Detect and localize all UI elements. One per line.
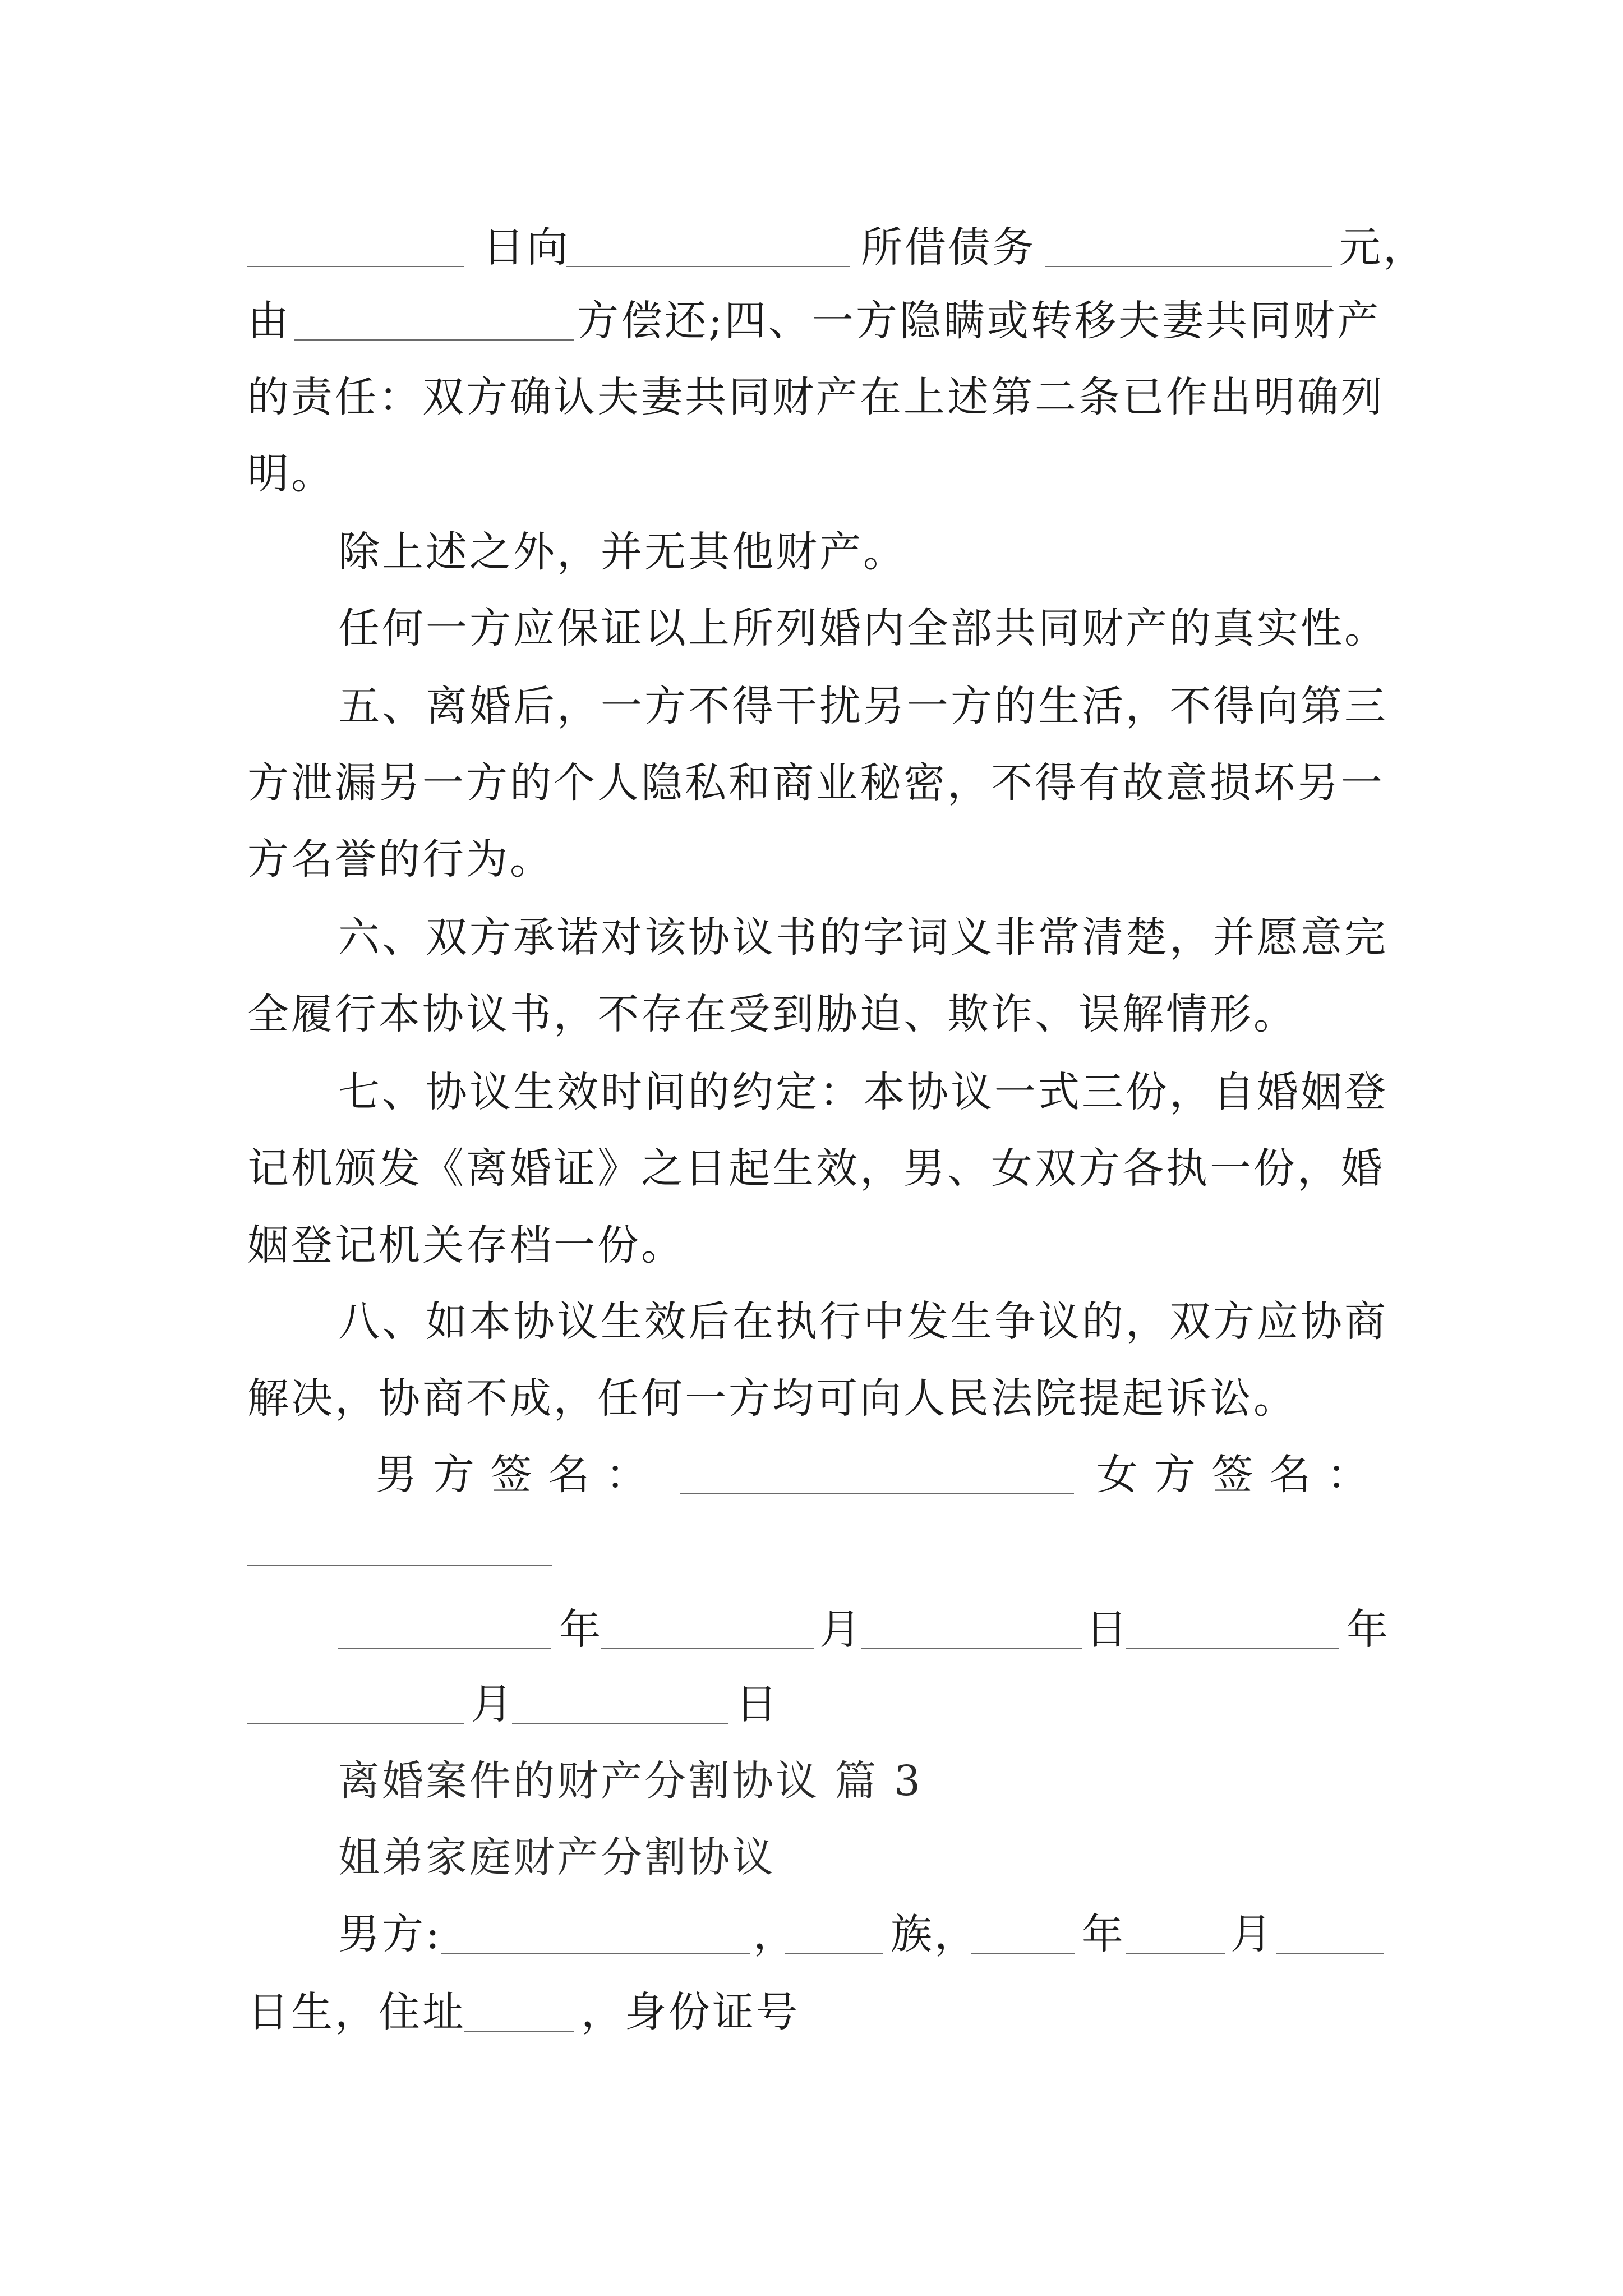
blank-line (338, 1604, 551, 1649)
paragraph-text: 的责任：双方确认夫妻共同财产在上述第二条已作出明确列 (247, 373, 1385, 421)
text-line (0, 603, 1623, 654)
blank-line (1126, 1604, 1339, 1649)
text-segment: 元， (1339, 223, 1427, 272)
text-line (0, 1143, 1623, 1194)
text-segment: 由 (247, 297, 291, 345)
text-line (0, 989, 1623, 1039)
text-line (0, 449, 1623, 499)
text-line (0, 1373, 1623, 1424)
text-segment: ， (753, 1910, 797, 1958)
text-line (0, 1832, 1623, 1883)
address-label: 日生，住址 (247, 1988, 466, 2036)
paragraph-text: 记机颁发《离婚证》之日起生效，男、女双方各执一份，婚 (247, 1144, 1385, 1193)
blank-line (512, 1679, 728, 1724)
blank-line (441, 1909, 750, 1954)
text-segment: 日向 (483, 223, 570, 272)
date-day-label: 日 (1086, 1605, 1129, 1654)
paragraph-text: 方泄漏另一方的个人隐私和商业秘密，不得有故意损坏另一 (247, 759, 1385, 807)
paragraph-text: 明。 (247, 450, 335, 498)
male-party-label: 男方: (338, 1910, 442, 1958)
paragraph-text: 任何一方应保证以上所列婚内全部共同财产的真实性。 (338, 604, 1388, 652)
paragraph-text: 方名誉的行为。 (247, 835, 554, 884)
date-year-label: 年 (1347, 1605, 1390, 1654)
text-segment: 方偿还;四、一方隐瞒或转移夫妻共同财产 (577, 297, 1381, 345)
paragraph-text: 五、离婚后，一方不得干扰另一方的生活，不得向第三 (338, 682, 1388, 730)
ethnicity-label: 族， (891, 1910, 978, 1958)
party-info-line (0, 1909, 1623, 1959)
paragraph-text: 解决，协商不成，任何一方均可向人民法院提起诉讼。 (247, 1374, 1297, 1423)
male-signature-label: 男 方 签 名 ： (375, 1451, 647, 1499)
blank-line (861, 1604, 1082, 1649)
blank-line (1126, 1909, 1225, 1954)
text-line (0, 834, 1623, 885)
signature-blank-line (0, 1521, 1623, 1571)
signature-line (0, 1450, 1623, 1500)
blank-line (247, 1521, 552, 1566)
text-line (0, 758, 1623, 808)
text-line (0, 912, 1623, 963)
text-line (0, 1296, 1623, 1347)
party-info-line (0, 1987, 1623, 2037)
female-signature-label: 女 方 签 名 ： (1096, 1451, 1368, 1499)
blank-line (1045, 222, 1332, 267)
paragraph-text: 除上述之外，并无其他财产。 (338, 528, 907, 576)
paragraph-text: 八、如本协议生效后在执行中发生争议的，双方应协商 (338, 1297, 1388, 1346)
blank-line (464, 1987, 574, 2032)
text-line (0, 372, 1623, 422)
section-heading: 离婚案件的财产分割协议 篇 3 (338, 1757, 923, 1805)
text-line (0, 1756, 1623, 1806)
text-line (0, 681, 1623, 731)
birth-year-label: 年 (1082, 1910, 1126, 1958)
birth-month-label: 月 (1230, 1910, 1274, 1958)
blank-line (601, 1604, 814, 1649)
text-segment: 所借债务 (861, 223, 1036, 272)
id-number-label: ，身份证号 (581, 1988, 800, 2036)
text-line (0, 1220, 1623, 1271)
blank-line (566, 222, 850, 267)
text-line (0, 527, 1623, 577)
paragraph-text: 全履行本协议书，不存在受到胁迫、欺诈、误解情形。 (247, 990, 1297, 1038)
date-year-label: 年 (559, 1605, 603, 1654)
blank-line (971, 1909, 1075, 1954)
text-line (0, 296, 1623, 346)
blank-line (247, 1679, 464, 1724)
paragraph-text: 姻登记机关存档一份。 (247, 1221, 685, 1269)
date-line (0, 1679, 1623, 1729)
blank-line (294, 296, 574, 341)
paragraph-text: 七、协议生效时间的约定：本协议一式三份，自婚姻登 (338, 1068, 1388, 1116)
text-line (0, 1067, 1623, 1117)
blank-line (1276, 1909, 1384, 1954)
paragraph-text: 六、双方承诺对该协议书的字词义非常清楚，并愿意完 (338, 913, 1388, 961)
date-day-label: 日 (736, 1680, 780, 1728)
blank-line (785, 1909, 883, 1954)
agreement-title: 姐弟家庭财产分割协议 (338, 1833, 776, 1881)
text-line (0, 222, 1623, 273)
date-line (0, 1604, 1623, 1655)
blank-line (680, 1450, 1074, 1494)
date-month-label: 月 (471, 1680, 515, 1728)
date-month-label: 月 (819, 1605, 863, 1654)
blank-line (247, 222, 464, 267)
